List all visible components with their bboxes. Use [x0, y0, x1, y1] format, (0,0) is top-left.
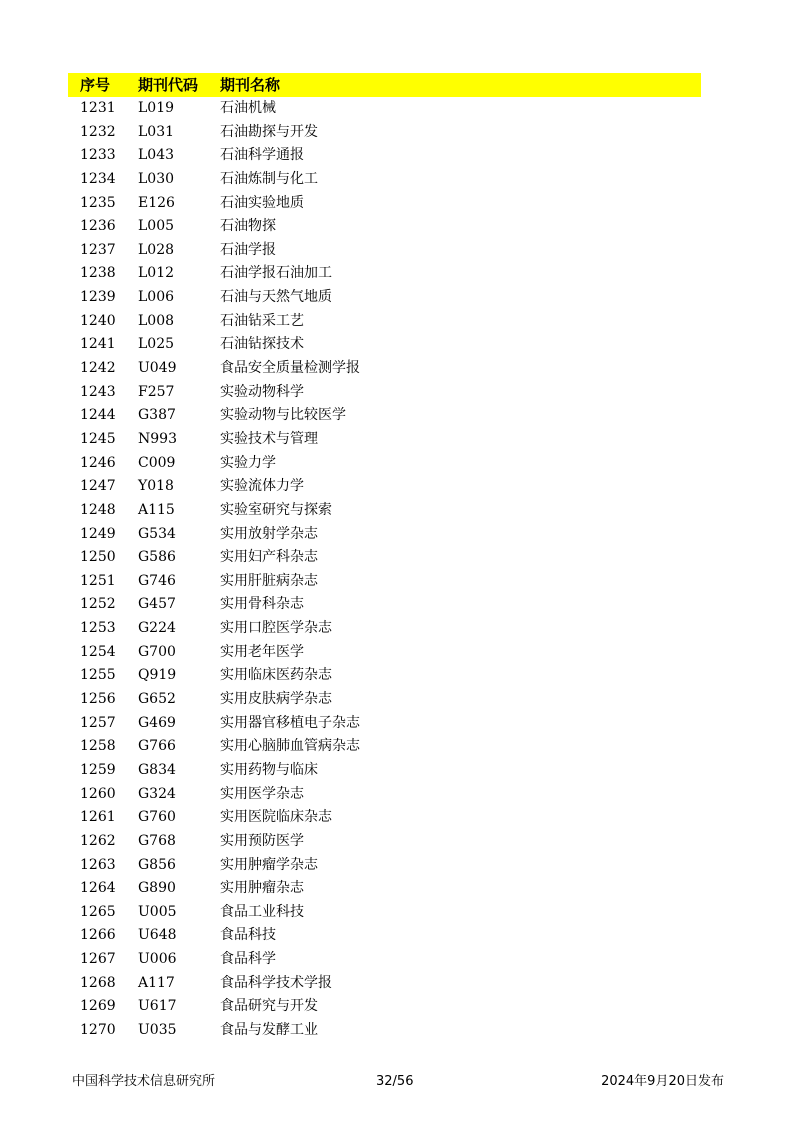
table-row	[68, 995, 701, 1019]
row-code: L028	[138, 241, 175, 258]
row-name: 石油钻探技术	[220, 336, 304, 353]
table-row	[68, 806, 701, 830]
row-name: 实验动物与比较医学	[220, 407, 346, 424]
row-name: 食品工业科技	[220, 903, 304, 920]
row-name: 石油勘探与开发	[220, 123, 318, 140]
row-code: E126	[138, 194, 175, 211]
row-name: 实验动物科学	[220, 383, 304, 400]
row-name: 石油与天然气地质	[220, 289, 332, 306]
footer-date: 2024年9月20日发布	[601, 1074, 724, 1089]
row-name: 实用肿瘤杂志	[220, 880, 304, 897]
row-name: 实验流体力学	[220, 478, 304, 495]
journal-table	[68, 73, 701, 1043]
row-no: 1256	[80, 691, 116, 708]
row-name: 食品科学技术学报	[220, 974, 332, 991]
row-no: 1263	[80, 856, 116, 873]
page-footer	[0, 1072, 794, 1092]
row-name: 实用皮肤病学杂志	[220, 691, 332, 708]
footer-publisher: 中国科学技术信息研究所	[72, 1074, 216, 1089]
row-code: A115	[138, 501, 175, 518]
row-code: A117	[138, 974, 175, 991]
table-row	[68, 854, 701, 878]
row-name: 食品科技	[220, 927, 276, 944]
row-code: G890	[138, 880, 176, 897]
table-row	[68, 617, 701, 641]
row-no: 1236	[80, 218, 116, 235]
table-row	[68, 972, 701, 996]
table-row	[68, 783, 701, 807]
row-no: 1234	[80, 170, 116, 187]
table-row	[68, 168, 701, 192]
row-code: G768	[138, 832, 176, 849]
row-name: 实用医学杂志	[220, 785, 304, 802]
row-no: 1243	[80, 383, 116, 400]
row-code: U648	[138, 927, 177, 944]
row-name: 实验技术与管理	[220, 430, 318, 447]
row-code: U617	[138, 998, 177, 1015]
row-no: 1248	[80, 501, 116, 518]
table-row	[68, 499, 701, 523]
row-code: C009	[138, 454, 176, 471]
row-no: 1267	[80, 951, 116, 968]
row-name: 石油学报石油加工	[220, 265, 332, 282]
row-no: 1233	[80, 147, 116, 164]
table-row	[68, 404, 701, 428]
row-name: 实用药物与临床	[220, 761, 318, 778]
row-name: 实用心脑肺血管病杂志	[220, 738, 360, 755]
table-row	[68, 948, 701, 972]
row-code: L005	[138, 218, 175, 235]
row-name: 石油炼制与化工	[220, 170, 318, 187]
row-no: 1241	[80, 336, 116, 353]
row-code: G324	[138, 785, 176, 802]
row-no: 1245	[80, 430, 116, 447]
row-code: L008	[138, 312, 175, 329]
table-row	[68, 570, 701, 594]
row-code: L025	[138, 336, 175, 353]
row-name: 实验室研究与探索	[220, 501, 332, 518]
row-name: 石油机械	[220, 100, 276, 116]
row-code: L012	[138, 265, 175, 282]
row-name: 实用骨科杂志	[220, 596, 304, 613]
header-no: 序号	[80, 76, 111, 94]
row-no: 1240	[80, 312, 116, 329]
row-no: 1247	[80, 478, 116, 495]
row-name: 实用老年医学	[220, 643, 304, 660]
row-no: 1231	[80, 100, 116, 116]
table-row	[68, 664, 701, 688]
row-no: 1265	[80, 903, 116, 920]
row-code: G457	[138, 596, 176, 613]
row-no: 1251	[80, 572, 116, 589]
row-no: 1269	[80, 998, 116, 1015]
table-row	[68, 523, 701, 547]
row-no: 1239	[80, 289, 116, 306]
row-name: 实验力学	[220, 454, 276, 471]
table-row	[68, 924, 701, 948]
table-row	[68, 759, 701, 783]
table-row	[68, 1019, 701, 1043]
row-name: 实用预防医学	[220, 832, 304, 849]
row-code: Y018	[138, 478, 174, 495]
table-row	[68, 286, 701, 310]
row-name: 实用肝脏病杂志	[220, 572, 318, 589]
table-body	[68, 97, 701, 1043]
row-code: L031	[138, 123, 175, 140]
row-name: 石油钻采工艺	[220, 312, 304, 329]
row-name: 石油实验地质	[220, 194, 304, 211]
header-code: 期刊代码	[138, 76, 199, 94]
row-code: U035	[138, 1021, 177, 1038]
row-name: 实用肿瘤学杂志	[220, 856, 318, 873]
footer-page-number: 32/56	[376, 1074, 414, 1089]
row-no: 1255	[80, 667, 116, 684]
row-name: 石油科学通报	[220, 147, 304, 164]
row-no: 1253	[80, 620, 116, 637]
table-row	[68, 97, 701, 121]
row-code: G387	[138, 407, 176, 424]
row-name: 石油物探	[220, 218, 276, 235]
table-row	[68, 144, 701, 168]
table-row	[68, 452, 701, 476]
header-name: 期刊名称	[220, 76, 281, 94]
table-row	[68, 381, 701, 405]
row-no: 1259	[80, 761, 116, 778]
row-no: 1249	[80, 525, 116, 542]
row-no: 1238	[80, 265, 116, 282]
row-code: G834	[138, 761, 176, 778]
row-code: G700	[138, 643, 176, 660]
row-no: 1262	[80, 832, 116, 849]
row-no: 1235	[80, 194, 116, 211]
row-code: G760	[138, 809, 176, 826]
table-row	[68, 215, 701, 239]
row-name: 实用器官移植电子杂志	[220, 714, 360, 731]
row-code: U049	[138, 360, 177, 377]
row-no: 1237	[80, 241, 116, 258]
row-code: G586	[138, 549, 176, 566]
row-no: 1252	[80, 596, 116, 613]
row-code: G766	[138, 738, 176, 755]
table-row	[68, 877, 701, 901]
row-code: L006	[138, 289, 175, 306]
row-no: 1270	[80, 1021, 116, 1038]
row-no: 1261	[80, 809, 116, 826]
row-name: 实用妇产科杂志	[220, 549, 318, 566]
row-no: 1268	[80, 974, 116, 991]
row-code: Q919	[138, 667, 177, 684]
row-no: 1246	[80, 454, 116, 471]
table-row	[68, 239, 701, 263]
row-name: 食品安全质量检测学报	[220, 360, 360, 377]
row-code: G469	[138, 714, 176, 731]
table-row	[68, 830, 701, 854]
row-name: 实用口腔医学杂志	[220, 620, 332, 637]
table-row	[68, 333, 701, 357]
row-name: 实用医院临床杂志	[220, 809, 332, 826]
table-row	[68, 192, 701, 216]
table-row	[68, 593, 701, 617]
row-no: 1250	[80, 549, 116, 566]
table-row	[68, 475, 701, 499]
row-code: G224	[138, 620, 176, 637]
row-name: 食品研究与开发	[220, 998, 318, 1015]
row-name: 石油学报	[220, 241, 276, 258]
row-code: L043	[138, 147, 175, 164]
table-row	[68, 121, 701, 145]
row-code: N993	[138, 430, 177, 447]
row-no: 1264	[80, 880, 116, 897]
row-code: G746	[138, 572, 176, 589]
row-code: L019	[138, 100, 175, 116]
row-name: 食品科学	[220, 951, 276, 968]
row-code: L030	[138, 170, 175, 187]
table-row	[68, 428, 701, 452]
table-row	[68, 641, 701, 665]
row-no: 1232	[80, 123, 116, 140]
table-header	[68, 73, 701, 97]
table-row	[68, 901, 701, 925]
table-row	[68, 712, 701, 736]
row-no: 1242	[80, 360, 116, 377]
row-name: 食品与发酵工业	[220, 1021, 318, 1038]
row-name: 实用放射学杂志	[220, 525, 318, 542]
row-no: 1260	[80, 785, 116, 802]
row-code: U006	[138, 951, 177, 968]
table-row	[68, 688, 701, 712]
row-no: 1266	[80, 927, 116, 944]
table-row	[68, 310, 701, 334]
row-no: 1257	[80, 714, 116, 731]
table-row	[68, 546, 701, 570]
row-no: 1244	[80, 407, 116, 424]
row-no: 1254	[80, 643, 116, 660]
row-code: U005	[138, 903, 177, 920]
row-code: G534	[138, 525, 176, 542]
row-code: G856	[138, 856, 176, 873]
row-code: F257	[138, 383, 175, 400]
row-name: 实用临床医药杂志	[220, 667, 332, 684]
table-row	[68, 735, 701, 759]
table-row	[68, 262, 701, 286]
row-code: G652	[138, 691, 176, 708]
row-no: 1258	[80, 738, 116, 755]
table-row	[68, 357, 701, 381]
